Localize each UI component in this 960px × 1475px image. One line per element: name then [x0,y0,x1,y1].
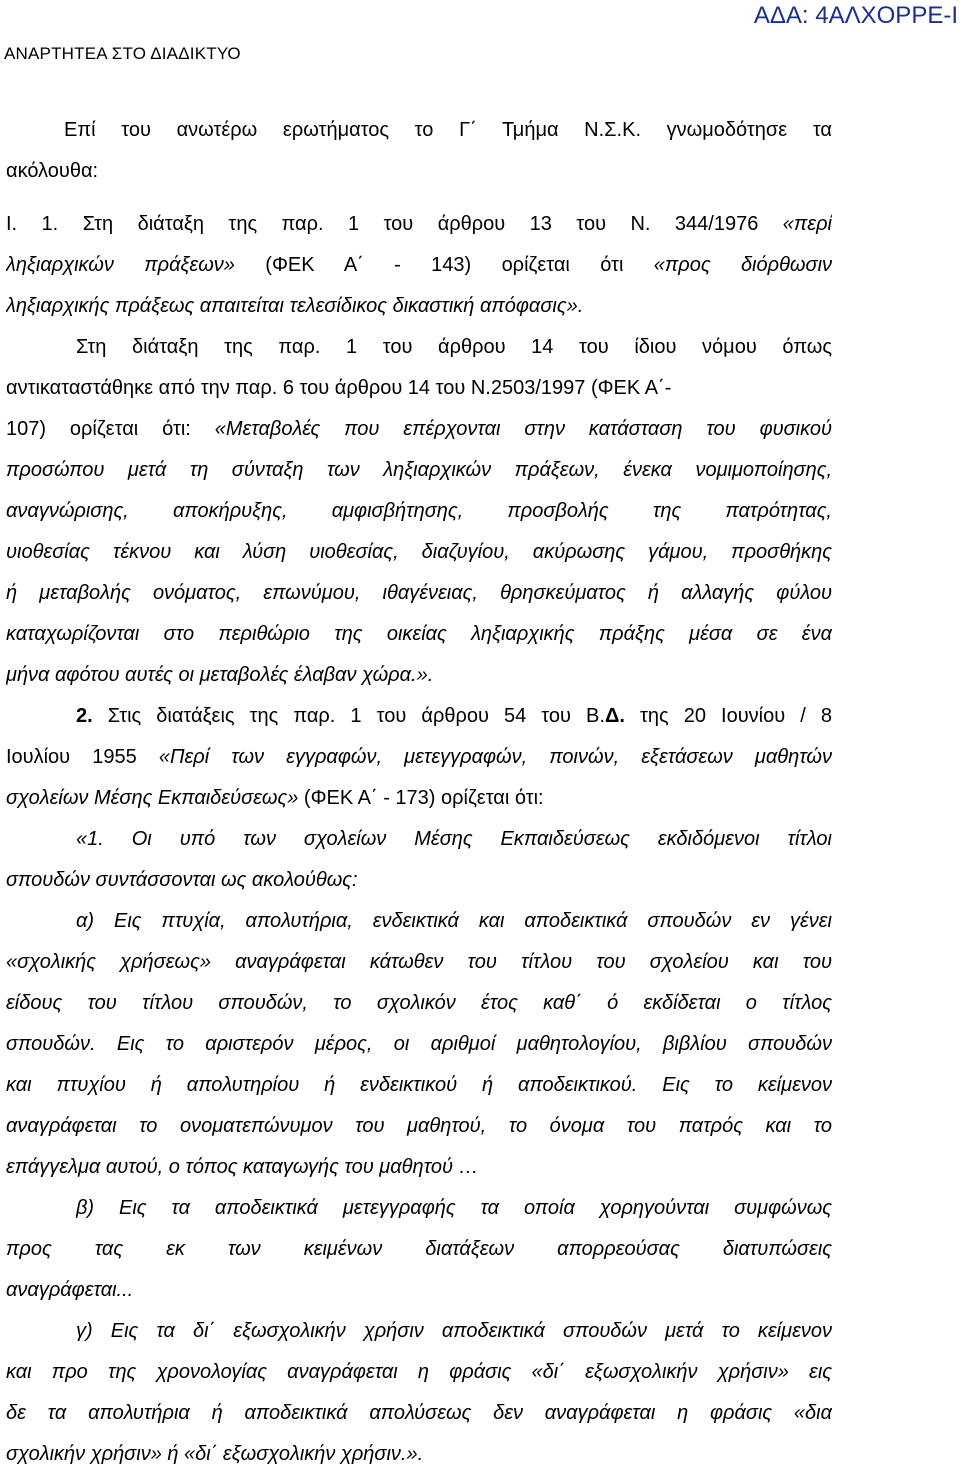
text-line [6,1229,832,1270]
text-line [6,1065,832,1106]
text-line [6,1393,832,1434]
list-marker: β) [76,1197,95,1219]
quote-span: αναγνώρισης, αποκήρυξης, αμφισβήτησης, προσβολής της πατρότητας, [6,500,832,522]
section-number: 2. [76,705,93,727]
quote-span: αναγράφεται κάτωθεν του τίτλου του σχολείου και του [235,951,832,973]
text-line [6,491,832,532]
text-line [6,1106,832,1147]
quote-span: «1. Οι υπό των σχολείων Μέσης Εκπαιδεύσεως εκδιδόμενοι τίτλοι [76,828,832,850]
text-span: Ιουλίου 1955 [6,746,137,768]
quote-span: «σχολικής χρήσεως» [6,951,211,973]
text-line: αντικαταστάθηκε από την παρ. 6 του άρθρου 14 του Ν.2503/1997 (ΦΕΚ Α΄- [6,377,672,399]
text-line [6,1024,832,1065]
quote-span: σπουδών. Εις το αριστερόν μέρος, οι αριθμοί μαθητολογίου, βιβλίου σπουδών [6,1033,832,1055]
text-span: (ΦΕΚ Α΄ - 173) ορίζεται ότι: [303,787,544,809]
text-span: Στις διατάξεις της παρ. 1 του άρθρου 54 του Β. [107,705,605,727]
quote-span: και πτυχίου ή απολυτηρίου ή ενδεικτικού ή αποδεικτικού. Εις το κείμενον [6,1074,832,1096]
text-line [6,778,832,819]
quote-span: υιοθεσίας τέκνου και λύση υιοθεσίας, διαζυγίου, ακύρωσης γάμου, προσθήκης [6,541,832,563]
publication-notice: ΑΝΑΡΤΗΤΕΑ ΣΤΟ ΔΙΑΔΙΚΤΥΟ [4,44,241,63]
text-line [76,1311,832,1352]
text-line [76,819,832,860]
quote-span: «Περί των εγγραφών, μετεγγραφών, ποινών, εξετάσεων μαθητών [158,746,832,768]
text-line: ακόλουθα: [6,160,99,182]
quote-span: «προς διόρθωσιν [653,254,832,276]
text-line [76,901,832,942]
ada-code: ΑΔΑ: 4ΑΛΧΟΡΡΕ-Ι [753,2,958,29]
text-line [6,860,832,901]
text-line [6,737,832,778]
quote-span: είδους του τίτλου σπουδών, το σχολικόν έτος καθ΄ ό εκδίδεται ο τίτλος [6,992,832,1014]
quote-span: Εις πτυχία, απολυτήρια, ενδεικτικά και αποδεικτικά σπουδών εν γένει [114,910,832,932]
text-line [6,1434,832,1475]
quote-span: ή μεταβολής ονόματος, επωνύμου, ιθαγένειας, θρησκεύματος ή αλλαγής φύλου [6,582,832,604]
list-marker: α) [76,910,95,932]
quote-span: γ) Εις τα δι΄ εξωσχολικήν χρήσιν αποδεικτικά σπουδών μετά το κείμενον [76,1320,832,1342]
quote-span: ληξιαρχικής πράξεως απαιτείται τελεσίδικος δικαστική απόφασις». [6,295,584,317]
section-number: Ι. 1. [6,213,59,235]
text-line [6,1270,832,1311]
quote-span: σπουδών συντάσσονται ως ακολούθως: [6,869,358,891]
text-line [6,655,832,696]
text-line [76,696,832,737]
text-line [6,245,832,286]
quote-span: Εις τα αποδεικτικά μετεγγραφής τα οποία χορηγούνται συμφώνως [118,1197,832,1219]
quote-span: και προ της χρονολογίας αναγράφεται η φράσις «δι΄ εξωσχολικήν χρήσιν» εις [6,1361,832,1383]
text-line [6,983,832,1024]
text-line [6,204,832,245]
text-line [76,1188,832,1229]
quote-span: ληξιαρχικών πράξεων» [6,254,235,276]
text-span: 107) ορίζεται ότι: [6,418,191,440]
quote-span: μήνα αφότου αυτές οι μεταβολές έλαβαν χώρα.». [6,664,434,686]
quote-span: προσώπου μετά τη σύνταξη των ληξιαρχικών πράξεων, ένεκα νομιμοποίησης, [6,459,832,481]
text-line [6,409,832,450]
text-line [6,532,832,573]
text-line [6,450,832,491]
quote-span: «Μεταβολές που επέρχονται στην κατάσταση του φυσικού [214,418,832,440]
quote-span: προς τας εκ των κειμένων διατάξεων απορρεούσας διατυπώσεις [6,1238,832,1260]
text-span: (ΦΕΚ Α΄ - 143) ορίζεται ότι [265,254,624,276]
quote-span: αναγράφεται το ονοματεπώνυμον του μαθητού, το όνομα του πατρός και το [6,1115,832,1137]
text-line [6,614,832,655]
text-line [6,1352,832,1393]
quote-span: καταχωρίζονται στο περιθώριο της οικείας ληξιαρχικής πράξης μέσα σε ένα [6,623,832,645]
quote-span: δε τα απολυτήρια ή αποδεικτικά απολύσεως δεν αναγράφεται η φράσις «δια [6,1402,832,1424]
quote-span: αναγράφεται... [6,1279,134,1301]
quote-span: «περί [782,213,832,235]
text-span: Στη διάταξη της παρ. 1 του άρθρου 13 του Ν. 344/1976 [82,213,759,235]
text-line: Στη διάταξη της παρ. 1 του άρθρου 14 του ίδιου νόμου όπως [76,336,832,358]
text-line [6,573,832,614]
text-span: Δ. [604,705,625,727]
text-line [6,1147,832,1188]
quote-span: σχολείων Μέσης Εκπαιδεύσεως» [6,787,299,809]
text-line [6,942,832,983]
quote-span: σχολικήν χρήσιν» ή «δι΄ εξωσχολικήν χρήσιν.». [6,1443,424,1465]
text-line: Επί του ανωτέρω ερωτήματος το Γ΄ Τμήμα Ν.Σ.Κ. γνωμοδότησε τα [64,119,832,141]
text-line [6,286,832,327]
quote-span: επάγγελμα αυτού, ο τόπος καταγωγής του μαθητού … [6,1156,479,1178]
text-span: της 20 Ιουνίου / 8 [639,705,832,727]
